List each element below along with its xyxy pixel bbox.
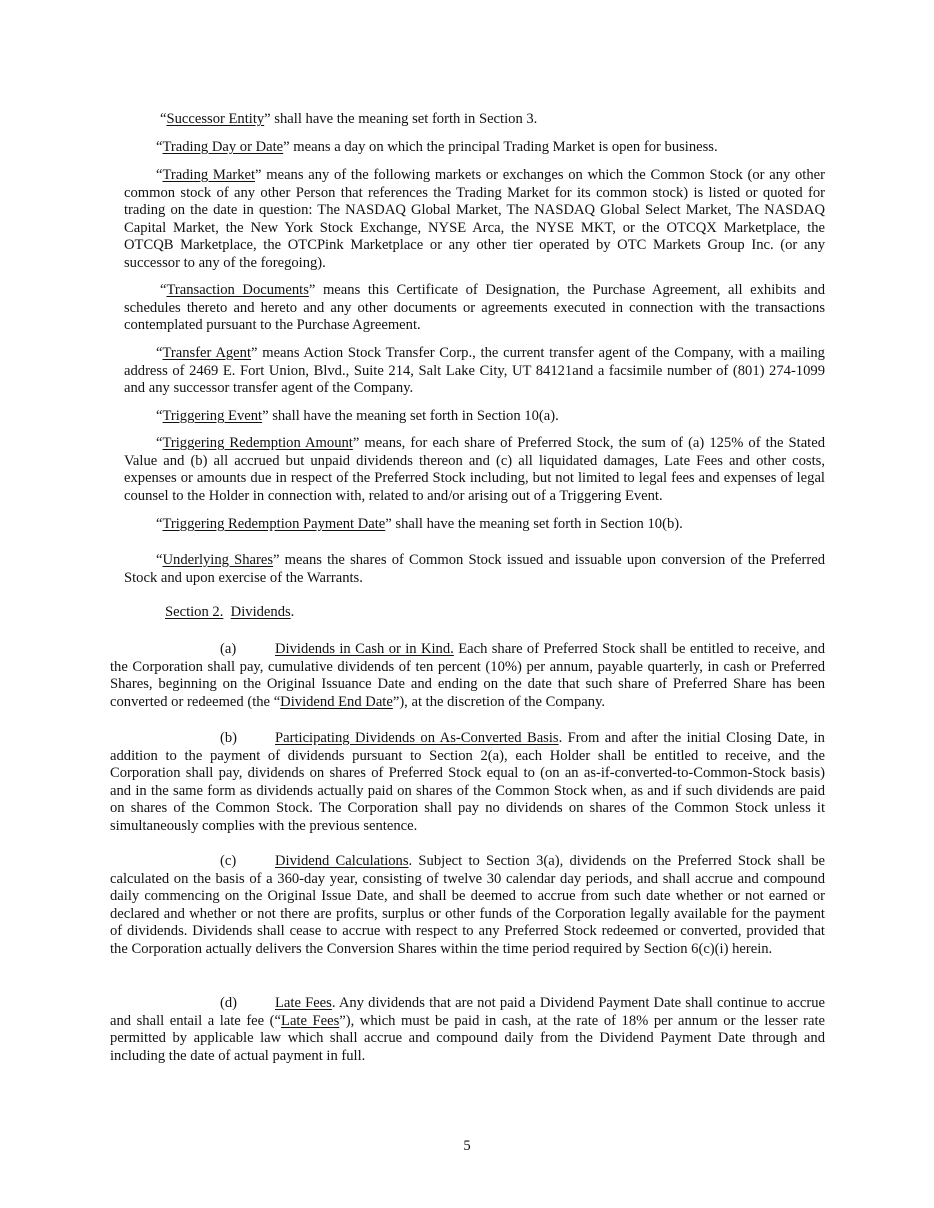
subsection-c: (c) Dividend Calculations. Subject to Section 3(a), dividends on the Preferred Stock shall be calculated on the basis of a 360-day year, consisting of twelve 30 calendar day periods, and shall accrue and compound daily commencing on the Original Issue Date, and shall be deemed to accrue from such date whether or not earned or declared and whether or not there are profits, surplus or other funds of the Corporation legally available for the payment of dividends. Dividends shall cease to accrue with respect to any Preferred Stock redeemed or converted, provided that the Corporation actually delivers the Conversion Shares within the time period required by Section 6(c)(i) herein.: [110, 853, 825, 957]
defined-term: Transfer Agent: [162, 345, 251, 361]
page-number: 5: [463, 1138, 471, 1154]
definition-transaction-documents: “Transaction Documents” means this Certificate of Designation, the Purchase Agreement, all exhibits and schedules thereto and hereto and any other documents or agreements executed in connection with the transactions contemplated pursuant to the Purchase Agreement.: [124, 282, 825, 334]
definition-triggering-redemption-amount: “Triggering Redemption Amount” means, for each share of Preferred Stock, the sum of (a) 125% of the Stated Value and (b) all accrued but unpaid dividends thereon and (c) all liquidated damages, Late Fees and other costs, expenses or amounts due in respect of the Preferred Stock including, but not limited to legal fees and expenses of legal counsel to the Holder in connection with, related to and/or arising out of a Triggering Event.: [124, 435, 825, 504]
definition-triggering-event: “Triggering Event” shall have the meaning set forth in Section 10(a).: [156, 408, 559, 424]
defined-term: Successor Entity: [166, 111, 265, 127]
section-heading: Section 2. Dividends.: [165, 604, 295, 620]
definition-underlying-shares: “Underlying Shares” means the shares of Common Stock issued and issuable upon conversion of the Preferred Stock and upon exercise of the Warrants.: [124, 552, 825, 586]
defined-term: Transaction Documents: [166, 282, 309, 298]
defined-term: Triggering Event: [162, 408, 263, 424]
subsection-d: (d) Late Fees. Any dividends that are not paid a Dividend Payment Date shall continue to accrue and shall entail a late fee (“Late Fees”), which must be paid in cash, at the rate of 18% per annum or the lesser rate permitted by applicable law which shall accrue and compound daily from the Dividend Payment Date through and including the date of actual payment in full.: [110, 995, 825, 1064]
subsection-b: (b) Participating Dividends on As-Converted Basis. From and after the initial Closing Date, in addition to the payment of dividends pursuant to Section 2(a), each Holder shall be entitled to receive, and the Corporation shall pay, dividends on shares of Preferred Stock equal to (on an as-if-converted-to-Common-Stock basis) and in the same form as dividends actually paid on shares of the Common Stock when, as and if such dividends are paid on shares of the Common Stock. The Corporation shall pay no dividends on shares of the Common Stock unless it simultaneously complies with the previous sentence.: [110, 730, 825, 834]
defined-term: Triggering Redemption Amount: [162, 435, 353, 451]
defined-term: Trading Day or Date: [162, 139, 284, 155]
defined-term: Triggering Redemption Payment Date: [162, 516, 386, 532]
defined-term: Underlying Shares: [162, 552, 274, 568]
definition-transfer-agent: “Transfer Agent” means Action Stock Transfer Corp., the current transfer agent of the Company, with a mailing address of 2469 E. Fort Union, Blvd., Suite 214, Salt Lake City, UT 84121and a facsimile number of (801) 274-1099 and any successor transfer agent of the Company.: [124, 345, 825, 397]
defined-term: Trading Market: [162, 167, 256, 183]
definition-triggering-redemption-payment-date: “Triggering Redemption Payment Date” shall have the meaning set forth in Section 10(b).: [156, 516, 683, 532]
definition-successor-entity: “Successor Entity” shall have the meaning set forth in Section 3.: [160, 111, 538, 127]
subsection-a: (a) Dividends in Cash or in Kind. Each share of Preferred Stock shall be entitled to receive, and the Corporation shall pay, cumulative dividends of ten percent (10%) per annum, payable quarterly, in cash or Preferred Shares, beginning on the Original Issuance Date and ending on the date that such share of Preferred Share has been converted or redeemed (the “Dividend End Date”), at the discretion of the Company.: [110, 641, 825, 710]
definition-trading-day: “Trading Day or Date” means a day on which the principal Trading Market is open for business.: [156, 139, 718, 155]
definition-trading-market: “Trading Market” means any of the following markets or exchanges on which the Common Stock (or any other common stock of any other Person that references the Trading Market for its common stock) is listed or quoted for trading on the date in question: The NASDAQ Global Market, The NASDAQ Global Select Market, The NASDAQ Capital Market, the New York Stock Exchange, NYSE Arca, the NYSE MKT, or the OTCQX Marketplace, the OTCQB Marketplace, the OTCPink Marketplace or any other tier operated by OTC Markets Group Inc. (or any successor to any of the foregoing).: [124, 167, 825, 271]
